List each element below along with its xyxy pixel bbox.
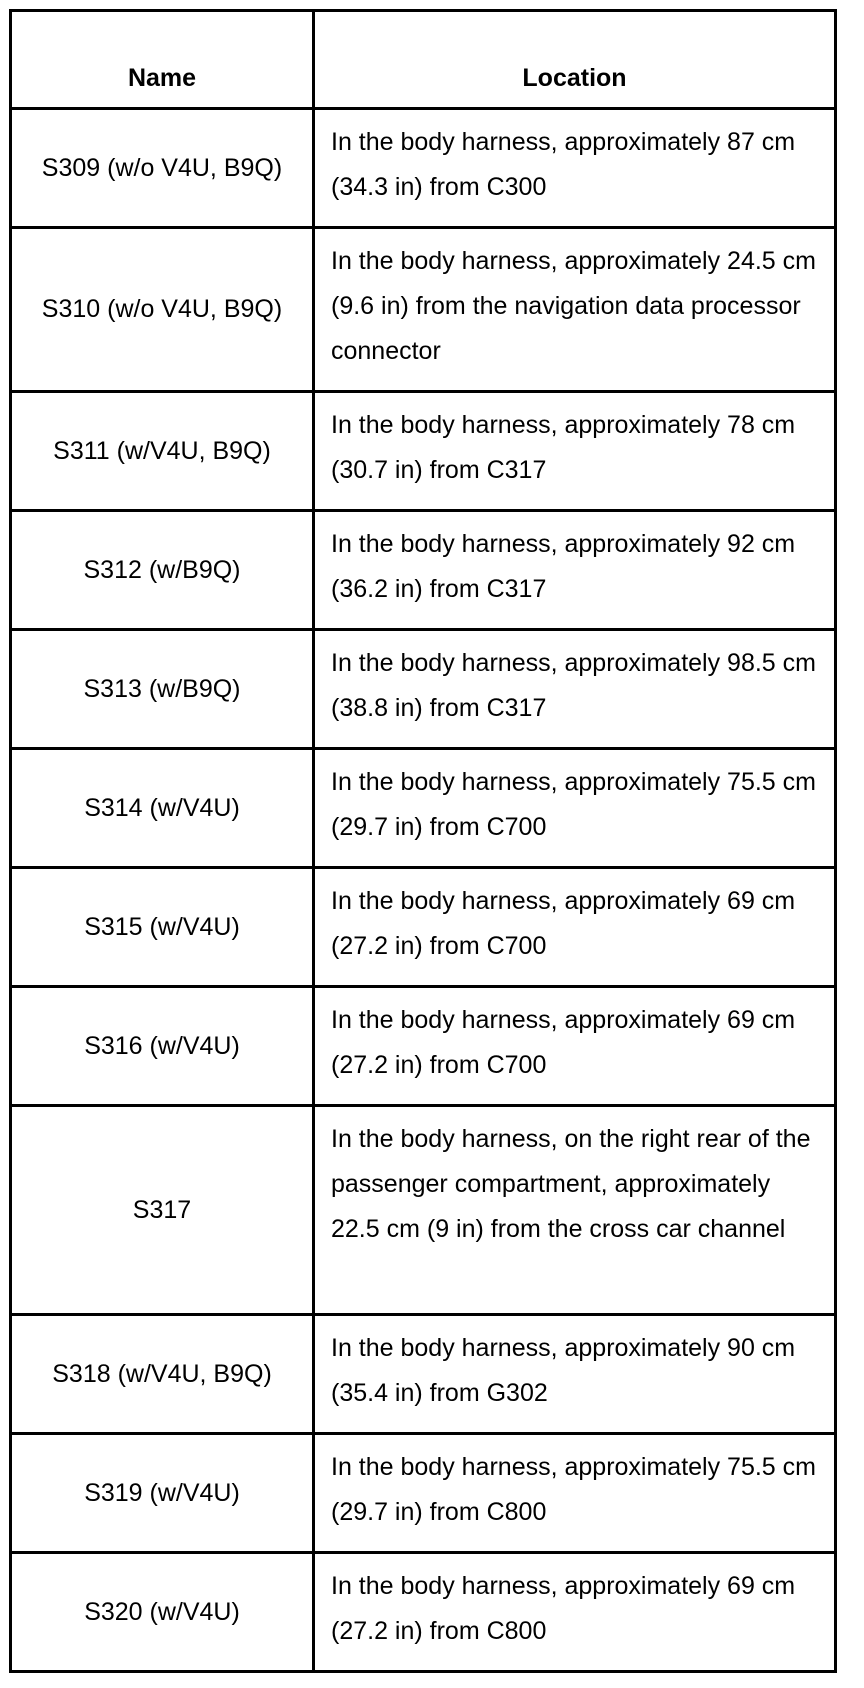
location-column-header: Location (314, 11, 836, 109)
table-header-row (11, 11, 836, 109)
splice-location-cell: In the body harness, approximately 98.5 cm (38.8 in) from C317 (314, 630, 836, 749)
splice-location-cell: In the body harness, approximately 92 cm (36.2 in) from C317 (314, 511, 836, 630)
splice-name-cell: S311 (w/V4U, B9Q) (11, 392, 314, 511)
table-row (11, 392, 836, 511)
table-row (11, 987, 836, 1106)
splice-location-cell: In the body harness, approximately 78 cm (30.7 in) from C317 (314, 392, 836, 511)
splice-name-cell: S312 (w/B9Q) (11, 511, 314, 630)
splice-name-cell: S316 (w/V4U) (11, 987, 314, 1106)
table-row (11, 511, 836, 630)
table-row (11, 109, 836, 228)
splice-name-cell: S318 (w/V4U, B9Q) (11, 1315, 314, 1434)
table-row (11, 749, 836, 868)
splice-name-cell: S314 (w/V4U) (11, 749, 314, 868)
splice-name-cell: S315 (w/V4U) (11, 868, 314, 987)
splice-location-cell: In the body harness, approximately 69 cm (27.2 in) from C700 (314, 868, 836, 987)
table-row (11, 1553, 836, 1672)
table-row (11, 228, 836, 392)
splice-name-cell: S320 (w/V4U) (11, 1553, 314, 1672)
splice-location-cell: In the body harness, approximately 90 cm (35.4 in) from G302 (314, 1315, 836, 1434)
table-row (11, 1106, 836, 1315)
splice-name-cell: S310 (w/o V4U, B9Q) (11, 228, 314, 392)
splice-location-cell: In the body harness, approximately 24.5 cm (9.6 in) from the navigation data processor connector (314, 228, 836, 392)
splice-name-cell: S317 (11, 1106, 314, 1315)
splice-location-cell: In the body harness, approximately 69 cm (27.2 in) from C800 (314, 1553, 836, 1672)
splice-location-cell: In the body harness, approximately 75.5 cm (29.7 in) from C800 (314, 1434, 836, 1553)
splice-name-cell: S319 (w/V4U) (11, 1434, 314, 1553)
splice-location-cell: In the body harness, approximately 69 cm (27.2 in) from C700 (314, 987, 836, 1106)
table-row (11, 630, 836, 749)
splice-location-cell: In the body harness, on the right rear of the passenger compartment, approximately 22.5 cm (9 in) from the cross car channel (314, 1106, 836, 1315)
splice-name-cell: S313 (w/B9Q) (11, 630, 314, 749)
table-row (11, 868, 836, 987)
splice-location-table (9, 9, 837, 1673)
name-column-header: Name (11, 11, 314, 109)
splice-name-cell: S309 (w/o V4U, B9Q) (11, 109, 314, 228)
splice-location-cell: In the body harness, approximately 75.5 cm (29.7 in) from C700 (314, 749, 836, 868)
table-row (11, 1315, 836, 1434)
splice-location-cell: In the body harness, approximately 87 cm (34.3 in) from C300 (314, 109, 836, 228)
table-row (11, 1434, 836, 1553)
